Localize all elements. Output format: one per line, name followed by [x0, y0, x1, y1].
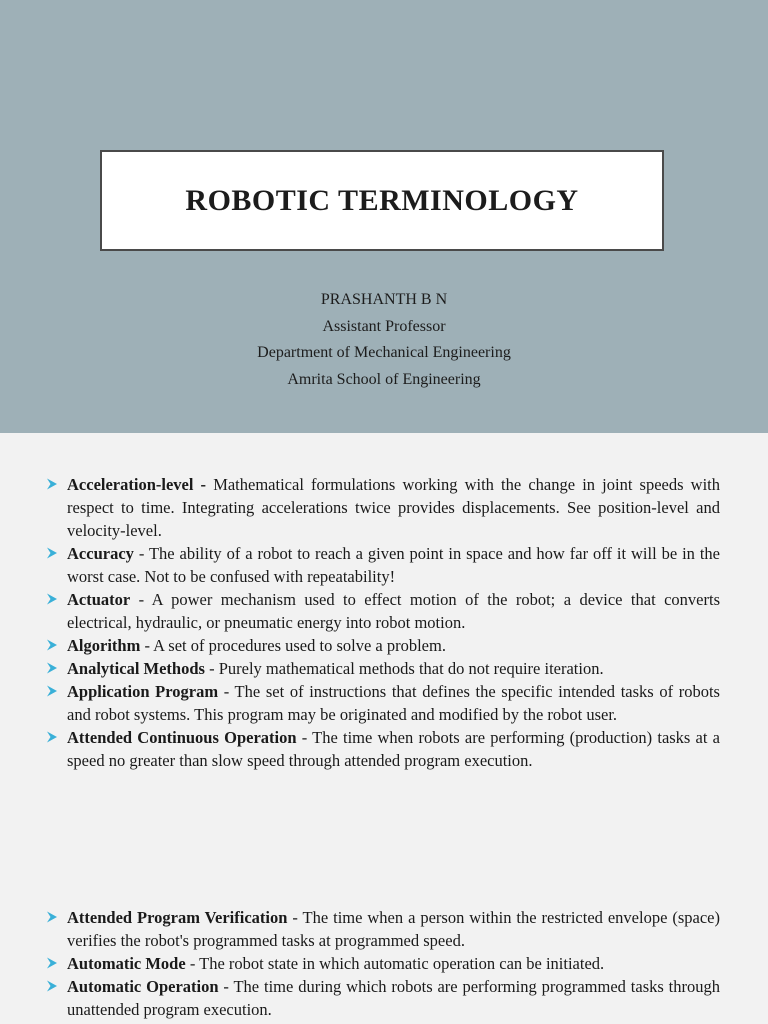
- list-item: [46, 680, 720, 726]
- list-item: [46, 952, 720, 975]
- author-department: Department of Mechanical Engineering: [257, 344, 511, 361]
- page-title: ROBOTIC TERMINOLOGY: [185, 183, 579, 217]
- list-item: [46, 473, 720, 542]
- term-definition: - A set of procedures used to solve a problem.: [140, 636, 446, 655]
- list-item: [46, 657, 720, 680]
- list-item: [46, 906, 720, 952]
- term-name: Attended Continuous Operation: [67, 728, 297, 747]
- term-name: Accuracy: [67, 544, 134, 563]
- chevron-right-icon: [46, 731, 58, 743]
- term-definition: - The ability of a robot to reach a given point in space and how far off it will be in the worst case. Not to be confused with repeatability!: [67, 544, 720, 586]
- chevron-right-icon: [46, 478, 58, 490]
- term-list-2: [46, 906, 720, 1021]
- term-definition: - A power mechanism used to effect motion of the robot; a device that converts electrical, hydraulic, or pneumatic energy into robot motion.: [67, 590, 720, 632]
- chevron-right-icon: [46, 547, 58, 559]
- author-school: Amrita School of Engineering: [287, 370, 481, 388]
- term-definition: - Purely mathematical methods that do not require iteration.: [204, 659, 604, 678]
- list-item: [46, 588, 720, 634]
- term-name: Actuator: [67, 590, 131, 609]
- term-name: Algorithm: [67, 636, 141, 655]
- term-definition: - The time when robots are performing (production) tasks at a speed no greater than slow speed through attended program execution.: [67, 728, 720, 770]
- chevron-right-icon: [46, 980, 58, 992]
- chevron-right-icon: [46, 593, 58, 605]
- author-block: [0, 287, 768, 393]
- author-position: Assistant Professor: [322, 317, 446, 335]
- term-definition: Mathematical formulations working with the change in joint speeds with respect to time. Integrating accelerations twice provides displacements. See position-level and velocity-level.: [67, 475, 720, 540]
- term-list-1: [46, 473, 720, 772]
- title-slide: [0, 0, 768, 433]
- list-item: [46, 634, 720, 657]
- term-name: Attended Program Verification: [67, 908, 288, 927]
- term-name: Acceleration-level -: [67, 475, 207, 494]
- list-item: [46, 975, 720, 1021]
- chevron-right-icon: [46, 685, 58, 697]
- list-item: [46, 542, 720, 588]
- chevron-right-icon: [46, 639, 58, 651]
- term-definition: - The time during which robots are performing programmed tasks through unattended program execution.: [67, 977, 720, 1019]
- title-box: [100, 150, 664, 251]
- chevron-right-icon: [46, 911, 58, 923]
- chevron-right-icon: [46, 957, 58, 969]
- term-name: Automatic Operation: [67, 977, 219, 996]
- term-name: Application Program: [67, 682, 219, 701]
- term-definition: - The set of instructions that defines the specific intended tasks of robots and robot systems. This program may be originated and modified by the robot user.: [67, 682, 720, 724]
- term-definition: - The robot state in which automatic operation can be initiated.: [185, 954, 605, 973]
- chevron-right-icon: [46, 662, 58, 674]
- term-name: Automatic Mode: [67, 954, 186, 973]
- list-item: [46, 726, 720, 772]
- author-name: PRASHANTH B N: [320, 291, 448, 308]
- term-name: Analytical Methods: [67, 659, 205, 678]
- term-definition: - The time when a person within the restricted envelope (space) verifies the robot's programmed tasks at programmed speed.: [67, 908, 720, 950]
